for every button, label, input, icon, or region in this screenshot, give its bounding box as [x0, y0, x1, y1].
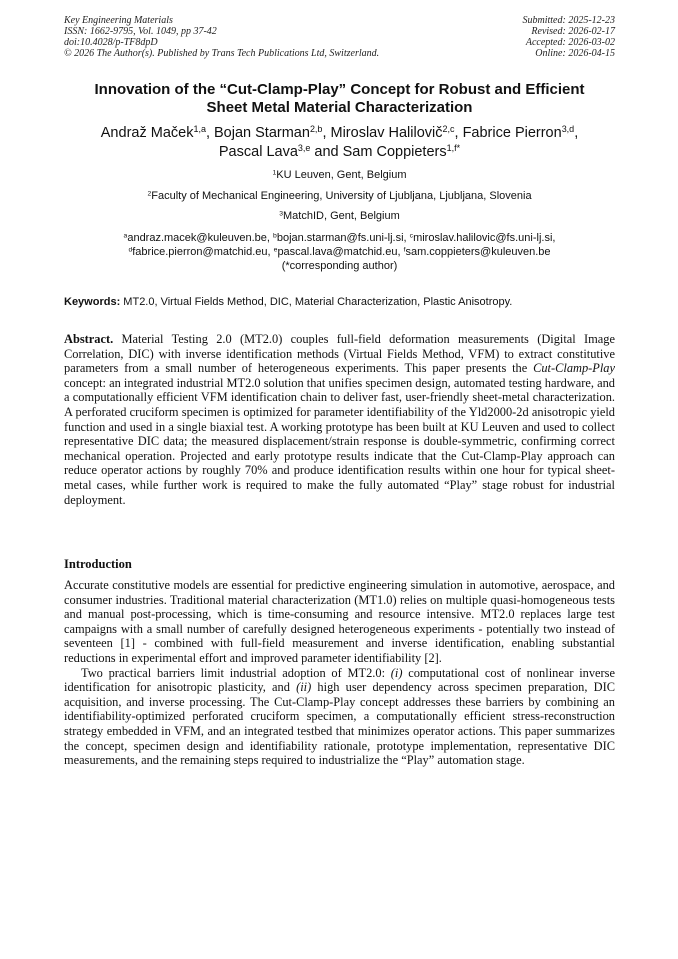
author-separator: and — [310, 144, 343, 160]
affiliation-text: KU Leuven, Gent, Belgium — [276, 169, 407, 181]
affiliation-mark: 2 — [147, 190, 152, 198]
affiliation-3 — [64, 210, 615, 223]
abstract-text-part-2: concept: an integrated industrial MT2.0 solution that unifies specimen design, automated testing hardware, and a computationally efficient VFM identification chain to deliver fast, user-friendly sheet-metal characterization. A perforated cruciform specimen is optimized for parameter identifiability of the Yld2000-2d anisotropic yield function and used in a single biaxial test. A working prototype has been built at KU Leuven and used to collect representative DIC data; the measured displacement/strain response is double-symmetric, confirming correct mechanical operation. Projected and early prototype results indicate that the Cut-Clamp-Play approach can reduce operator actions by roughly 70% and produce identification results within one hour for typical sheet-metal cases, while further work is required to make the fully automated “Play” stage robust for industrial deployment. — [64, 375, 615, 507]
author-separator: , — [205, 125, 215, 141]
email-mark: a — [123, 232, 128, 240]
email-address: miroslav.halilovic@fs.uni-lj.si, — [413, 232, 556, 244]
email-address: sam.coppieters@kuleuven.be — [405, 246, 551, 258]
author-line-2 — [64, 143, 615, 162]
keywords-label: Keywords: — [64, 296, 121, 308]
author-affiliation-mark: 2,c — [442, 124, 455, 135]
email-address: fabrice.pierron@matchid.eu, — [132, 246, 274, 258]
author-name: Bojan Starman — [214, 125, 310, 141]
author-name: Pascal Lava — [218, 144, 298, 160]
affiliation-mark: 1 — [272, 169, 277, 177]
date-online: Online: 2026-04-15 — [535, 48, 615, 59]
introduction-paragraph-2 — [64, 666, 615, 768]
section-heading-introduction: Introduction — [64, 557, 132, 571]
journal-info — [64, 15, 379, 59]
author-separator: , — [322, 125, 331, 141]
abstract — [64, 332, 615, 507]
author-affiliation-mark: 1,f* — [446, 143, 461, 154]
abstract-concept-name: Cut-Clamp-Play — [533, 361, 615, 376]
date-revised: Revised: 2026-02-17 — [531, 26, 615, 37]
affiliation-text: Faculty of Mechanical Engineering, University of Ljubljana, Ljubljana, Slovenia — [151, 190, 532, 202]
abstract-label: Abstract. — [64, 332, 114, 346]
affiliation-text: MatchID, Gent, Belgium — [283, 210, 400, 222]
author-list — [64, 124, 615, 162]
journal-name: Key Engineering Materials — [64, 15, 173, 26]
email-mark: e — [273, 246, 278, 254]
abstract-text-part-1: Material Testing 2.0 (MT2.0) couples full-field deformation measurements (Digital Image Correlation, DIC) with inverse identification methods (Virtual Fields Method, VFM) to extract constitutive parameters from a small number of heterogeneous experiments. This paper presents the — [64, 332, 615, 376]
affiliation-mark: 3 — [279, 210, 283, 218]
email-mark: b — [273, 232, 277, 240]
author-name: Sam Coppieters — [342, 144, 447, 160]
affiliation-2 — [64, 190, 615, 203]
paragraph-text: computational cost of nonlinear inverse identification for anisotropic plasticity, and — [64, 665, 615, 695]
author-affiliation-mark: 1,a — [193, 124, 206, 135]
author-name: Andraž Maček — [100, 125, 194, 141]
author-affiliation-mark: 3,d — [561, 124, 575, 135]
date-accepted: Accepted: 2026-03-02 — [525, 37, 615, 48]
paragraph-text: Two practical barriers limit industrial adoption of MT2.0: — [81, 665, 391, 680]
email-address: pascal.lava@matchid.eu, — [277, 246, 404, 258]
email-mark: d — [128, 246, 133, 254]
email-line-1 — [64, 231, 615, 245]
affiliation-1 — [64, 169, 615, 182]
email-list — [64, 231, 615, 273]
email-address: bojan.starman@fs.uni-lj.si, — [276, 232, 410, 244]
paper-title — [64, 81, 615, 117]
introduction-body — [64, 578, 615, 768]
email-line-2 — [64, 245, 615, 259]
title-line-2: Sheet Metal Material Characterization — [206, 99, 473, 116]
list-marker-ii: (ii) — [296, 680, 312, 695]
list-marker-i: (i) — [390, 665, 403, 680]
introduction-paragraph-1: Accurate constitutive models are essential for predictive engineering simulation in automotive, aerospace, and consumer industries. Traditional material characterization (MT1.0) relies on multiple quasi-homogeneous tests and manual post-processing, which is time-consuming and resource intensive. MT2.0 replaces large test campaigns with a small number of carefully designed heterogeneous experiments - potentially two instead of seventeen [1] - combined with full-field measurement and inverse identification, enabling substantial reductions in experimental effort and improved parameter identifiability [2]. — [64, 578, 615, 665]
keywords — [64, 296, 615, 309]
title-line-1: Innovation of the “Cut-Clamp-Play” Concept for Robust and Efficient — [94, 81, 585, 98]
corresponding-author-note: (*corresponding author) — [281, 260, 398, 272]
journal-copyright: © 2026 The Author(s). Published by Trans Tech Publications Ltd, Switzerland. — [64, 48, 380, 59]
keywords-text: MT2.0, Virtual Fields Method, DIC, Material Characterization, Plastic Anisotropy. — [120, 296, 513, 308]
email-address: andraz.macek@kuleuven.be, — [127, 232, 274, 244]
paragraph-text: high user dependency across specimen preparation, DIC acquisition, and inverse processing. The Cut-Clamp-Play concept addresses these barriers by combining an identifiability-optimized perforated cruciform specimen, a computationally efficient stress-reconstruction strategy embedded in VFM, and an integrated testbed that minimizes operator actions. This paper summarizes the concept, specimen design and identifiability rationale, prototype implementation, representative DIC measurements, and the remaining steps required to industrialize the “Play” automation stage. — [64, 680, 615, 768]
journal-doi: doi:10.4028/p-TF8dpD — [64, 37, 158, 48]
email-mark: c — [409, 232, 414, 240]
author-separator: , — [574, 125, 579, 141]
date-submitted: Submitted: 2025-12-23 — [522, 15, 615, 26]
author-line-1 — [64, 124, 615, 143]
author-name: Fabrice Pierron — [462, 125, 562, 141]
publication-dates — [523, 15, 616, 59]
author-separator: , — [454, 125, 463, 141]
author-name: Miroslav Halilovič — [330, 125, 443, 141]
email-mark: f — [403, 246, 406, 254]
author-affiliation-mark: 3,e — [297, 143, 311, 154]
author-affiliation-mark: 2,b — [309, 124, 323, 135]
journal-issn: ISSN: 1662-9795, Vol. 1049, pp 37-42 — [64, 26, 217, 37]
